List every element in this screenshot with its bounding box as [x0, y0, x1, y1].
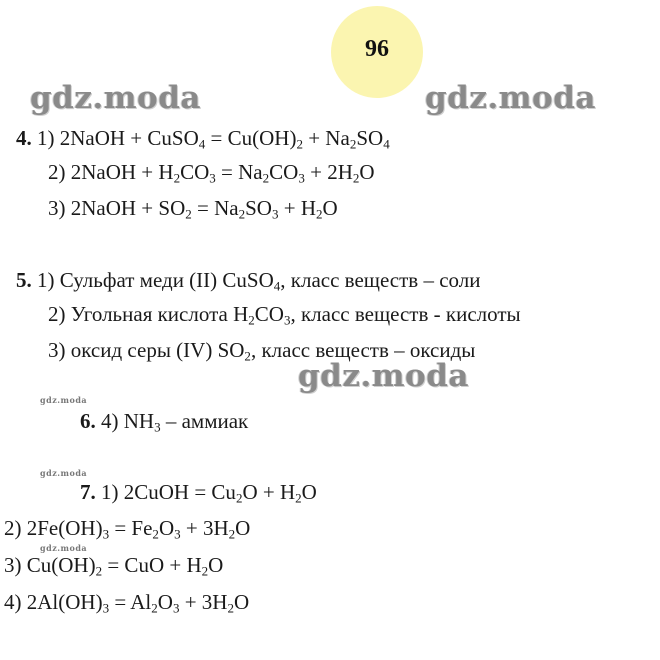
watermark: gdz.moda [298, 358, 469, 394]
task6-answer: 6. 4) $NH_3$ – аммиак [80, 409, 249, 435]
task5-number: 5. [16, 268, 32, 292]
task6-number: 6. [80, 409, 96, 433]
task4-reaction-2: 2) 2NaOH + $H_2CO_3 = Na_2CO_3 + 2H_2O$ [48, 160, 375, 186]
task4-reaction-1: 4. 1) 2NaOH + CuSO$_4$ = $Cu(OH)_2 + Na_2SO_4$ [16, 126, 390, 152]
task7-number: 7. [80, 480, 96, 504]
task5-item-2: 2) Угольная кислота $H_2CO_3$, класс веществ - кислоты [48, 302, 521, 328]
task7-reaction-4: 4) $2Al(OH)_3 = Al_2O_3 + 3H_2O$ [4, 590, 250, 616]
task5-item-1: 5. 1) Сульфат меди (II) CuSO$_4$, класс веществ – соли [16, 268, 481, 294]
watermark-small: gdz.moda [40, 395, 88, 405]
page-number: 96 [365, 36, 389, 62]
task7-reaction-1: 7. 1) 2CuOH = $Cu_2O + H_2O$ [80, 480, 317, 506]
watermark: gdz.moda [425, 80, 596, 116]
task4-number: 4. [16, 126, 32, 150]
task7-reaction-3: 3) $Cu(OH)_2$ = CuO + $H_2O$ [4, 553, 224, 579]
task5-item-3: 3) оксид серы (IV) $SO_2$, класс веществ – оксиды [48, 338, 476, 364]
watermark-small: gdz.moda [40, 468, 88, 478]
task7-reaction-2: 2) $2Fe(OH)_3 = Fe_2O_3 + 3H_2O$ [4, 516, 251, 542]
page-number-badge [331, 6, 423, 98]
watermark-small: gdz.moda [40, 543, 88, 553]
watermark: gdz.moda [30, 80, 201, 116]
task4-reaction-3: 3) 2NaOH + $SO_2 = Na_2SO_3 + H_2O$ [48, 196, 338, 222]
